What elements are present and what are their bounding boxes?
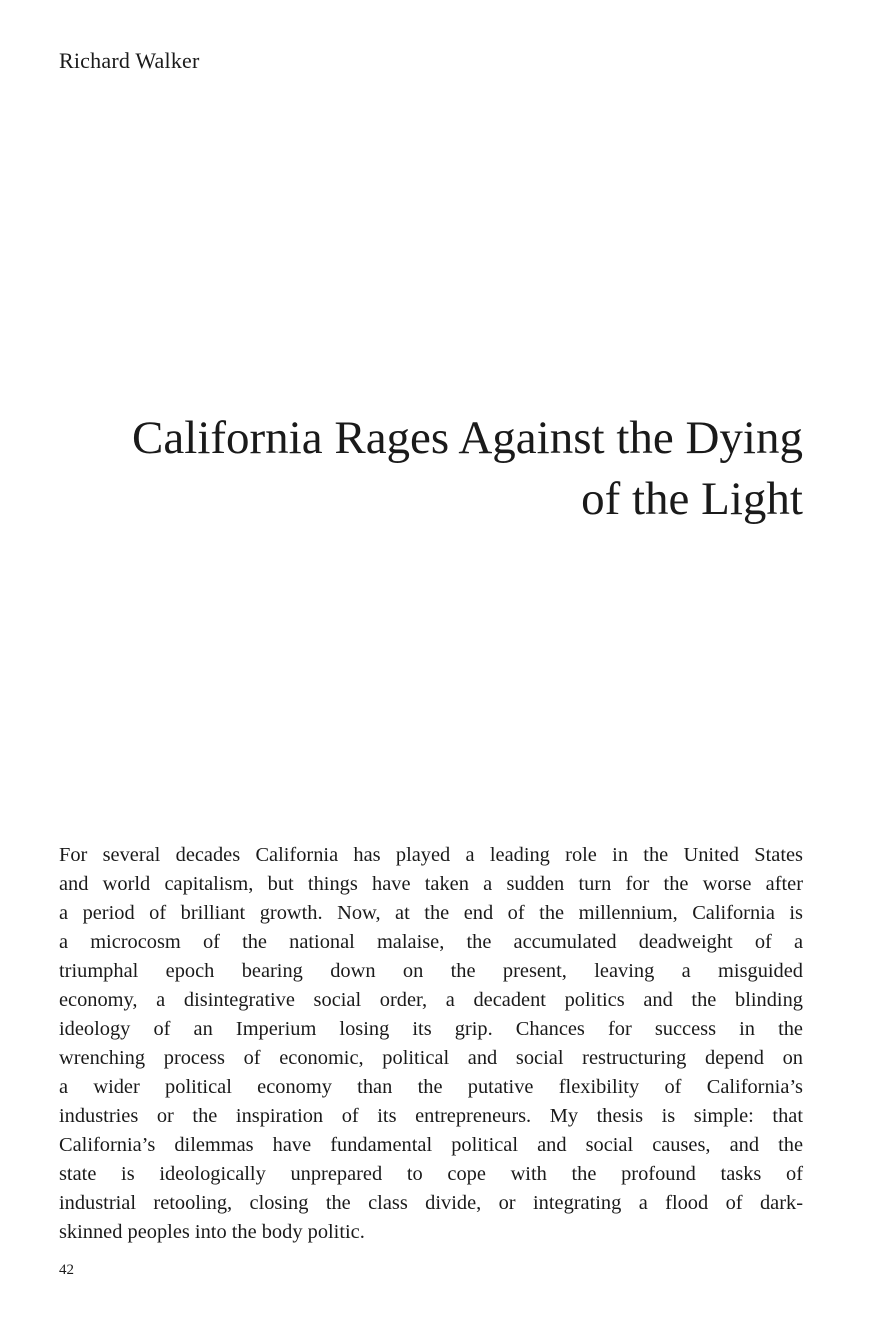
abstract-line: and world capitalism, but things have taken a sudden turn for the worse after: [59, 873, 803, 895]
title-line: of the Light: [581, 473, 803, 525]
abstract-line: skinned peoples into the body politic.: [59, 1221, 365, 1243]
page-number: 42: [59, 1262, 74, 1278]
abstract-line: For several decades California has played a leading role in the United States: [59, 844, 803, 866]
abstract-line: triumphal epoch bearing down on the present, leaving a misguided: [59, 960, 803, 982]
abstract-line: California’s dilemmas have fundamental political and social causes, and the: [59, 1134, 803, 1156]
abstract-line: ideology of an Imperium losing its grip. Chances for success in the: [59, 1018, 803, 1040]
abstract-line: a wider political economy than the putative flexibility of California’s: [59, 1076, 803, 1098]
abstract-line: wrenching process of economic, political and social restructuring depend on: [59, 1047, 803, 1069]
abstract-paragraph: [59, 841, 803, 1247]
abstract-line: a period of brilliant growth. Now, at the end of the millennium, California is: [59, 902, 803, 924]
abstract-line: a microcosm of the national malaise, the accumulated deadweight of a: [59, 931, 803, 953]
article-title: [59, 408, 803, 530]
abstract-line: state is ideologically unprepared to cope with the profound tasks of: [59, 1163, 803, 1185]
abstract-line: industrial retooling, closing the class divide, or integrating a flood of dark-: [59, 1192, 803, 1214]
abstract-line: industries or the inspiration of its entrepreneurs. My thesis is simple: that: [59, 1105, 803, 1127]
author-name: Richard Walker: [59, 48, 200, 73]
title-line: California Rages Against the Dying: [132, 412, 803, 464]
abstract-line: economy, a disintegrative social order, a decadent politics and the blinding: [59, 989, 803, 1011]
